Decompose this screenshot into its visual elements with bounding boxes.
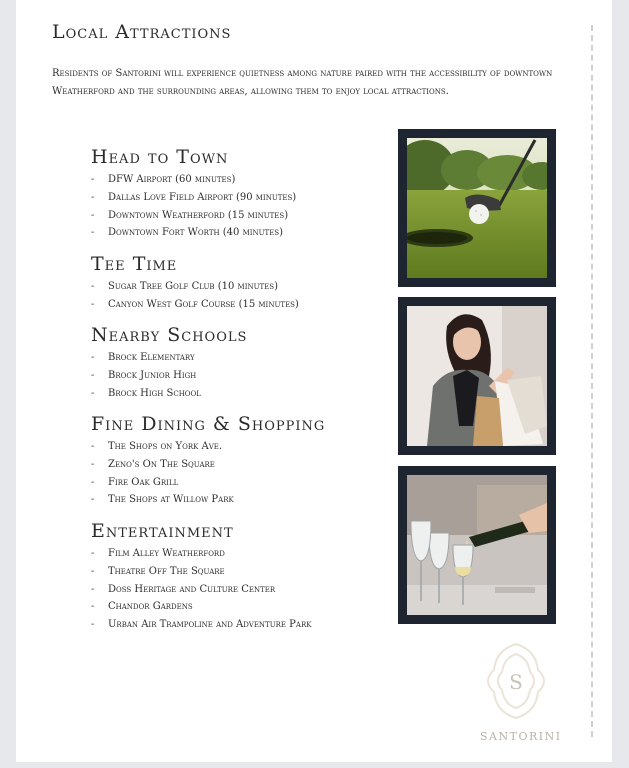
list-item: - Sugar Tree Golf Club (10 minutes) (91, 278, 391, 296)
woman-shopping-image (407, 306, 547, 446)
logo-wordmark: SANTORINI (480, 730, 562, 743)
list-item: - Brock Junior High (91, 367, 391, 385)
page-title: Local Attractions (52, 21, 232, 43)
section-heading: Entertainment (91, 520, 234, 542)
santorini-emblem-icon (480, 640, 552, 722)
golf-ball-image (407, 138, 547, 278)
list-item: - Canyon West Golf Course (15 minutes) (91, 296, 391, 314)
section-entertainment (91, 520, 391, 634)
section-heading: Tee Time (91, 253, 178, 275)
section-tee-time (91, 253, 391, 314)
section-fine-dining-shopping (91, 413, 391, 509)
list-item: - Zeno's On The Square (91, 456, 391, 474)
list-item: - Brock Elementary (91, 349, 391, 367)
list-item: - Downtown Weatherford (15 minutes) (91, 207, 391, 225)
section-nearby-schools (91, 324, 391, 402)
section-heading: Fine Dining & Shopping (91, 413, 326, 435)
list-item: - DFW Airport (60 minutes) (91, 171, 391, 189)
list-item: - Chandor Gardens (91, 598, 391, 616)
logo-letter: S (509, 670, 523, 694)
dining-photo (398, 466, 556, 624)
list-item: - Downtown Fort Worth (40 minutes) (91, 224, 391, 242)
list-item: - Doss Heritage and Culture Center (91, 581, 391, 599)
list-item: - Dallas Love Field Airport (90 minutes) (91, 189, 391, 207)
dashed-divider (591, 25, 593, 737)
list-item: - Film Alley Weatherford (91, 545, 391, 563)
shopping-photo (398, 297, 556, 455)
section-heading: Nearby Schools (91, 324, 248, 346)
brochure-page (16, 0, 612, 762)
intro-paragraph: Residents of Santorini will experience quietness among nature paired with the accessibility of downtown Weatherford and the surrounding areas, allowing them to enjoy local attractions. (52, 68, 553, 97)
list-item: - Theatre Off The Square (91, 563, 391, 581)
list-item: - Fire Oak Grill (91, 474, 391, 492)
section-head-to-town (91, 146, 391, 242)
list-item: - The Shops on York Ave. (91, 438, 391, 456)
list-item: - The Shops at Willow Park (91, 491, 391, 509)
golf-photo (398, 129, 556, 287)
list-item: - Brock High School (91, 385, 391, 403)
santorini-logo (480, 640, 562, 743)
wine-pouring-image (407, 475, 547, 615)
section-heading: Head to Town (91, 146, 229, 168)
list-item: - Urban Air Trampoline and Adventure Park (91, 616, 391, 634)
